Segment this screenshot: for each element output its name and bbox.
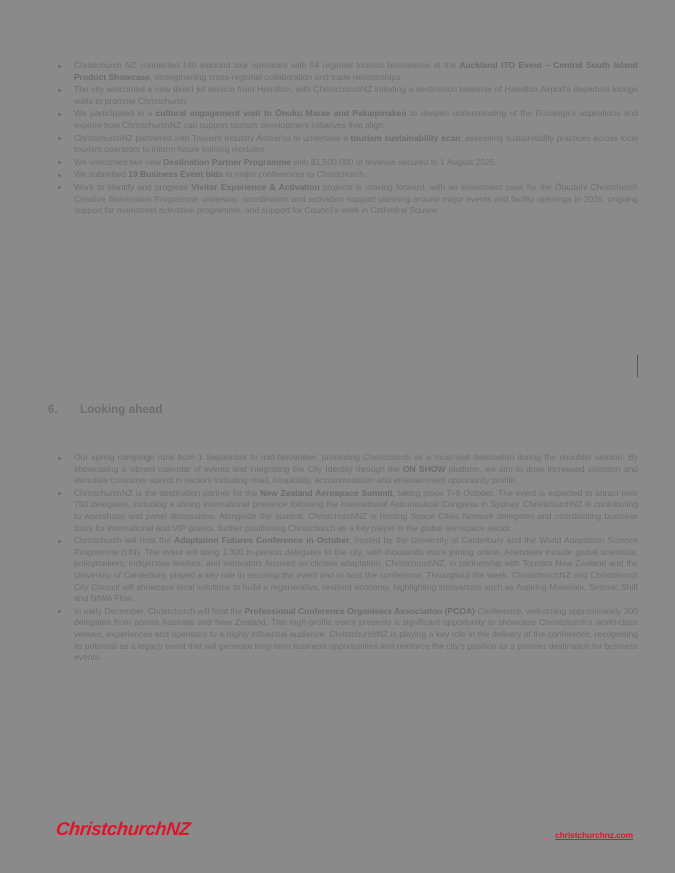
bullet-item — [48, 488, 638, 534]
bullet-emphasis: Professional Conference Organisers Association (PCOA) — [244, 605, 475, 616]
bullet-item — [48, 606, 638, 664]
bullet-emphasis: Destination Partner Programme — [163, 156, 292, 167]
text-cursor — [637, 355, 638, 377]
top-bullet-list — [48, 60, 638, 217]
section-title: Looking ahead — [80, 404, 163, 416]
section-heading-container — [48, 404, 638, 416]
bullet-text: ChristchurchNZ partnered with Tourism Industry Aotearoa to undertake a — [74, 132, 351, 143]
christchurchnz-logo: ChristchurchNZ — [54, 818, 192, 839]
bullet-text: to deepen understanding of the Rūnanga's aspirations and explore how ChristchurchNZ can support tourism development initiatives that align. — [74, 108, 638, 130]
bullet-item — [48, 133, 638, 156]
bullet-text: Our spring campaign runs from 1 September to mid-November, promoting Christchurch as a must-visit destination during the shoulder season. By showcasing a vibrant calendar of events and integrating the City Identity through the — [74, 452, 638, 474]
bullet-text: projects is moving forward, with an investment case for the Ōtautahi Christchurch Creative Illumination Programme underway, coordination and activation support planning around major events and facility openings in 2026, ongoing support for mainstreet activation programme, and support for Council's work in Cathedral Square. — [74, 181, 638, 216]
bullet-text: We welcomed two new — [74, 156, 164, 167]
bullet-text: Christchurch NZ connected 140 inbound tour operators with 54 regional tourism businesses at the — [74, 60, 460, 70]
footer-website-link[interactable]: christchurchnz.com — [555, 830, 633, 840]
bullet-emphasis: Visitor Experience & Activation — [191, 181, 320, 192]
bullet-text: , taking place 7–9 October. The event is expected to attract over 750 delegates, including a strong international presence following the International Astronautical Congress in Sydney. ChristchurchNZ is contributing to workshops and panel discussions. Alongside the summit, ChristchurchNZ is hosting Space Cities Network delegates and coordinating business tours for international and VIP guests, further positioning Christchurch as a key player in the global aerospace sector. — [74, 487, 638, 533]
bullet-emphasis: 19 Business Event bids — [128, 169, 224, 180]
section-number: 6. — [48, 404, 58, 416]
bullet-emphasis: Auckland ITO Event – Central South Island Product Showcase — [74, 60, 638, 82]
bullet-item — [48, 182, 638, 217]
bullet-item — [48, 535, 638, 605]
lower-bullet-list — [48, 452, 638, 664]
bullet-text: Conference, welcoming approximately 300 delegates from across Australia and New Zealand. This high-profile event presents a significant opportunity to showcase Christchurch's world-class venues, experiences and operators to a highly influential audience. ChristchurchNZ is playing a key role in the delivery of the conference, recognising its potential as a legacy event that will generate long-term business opportunities and reinforce the city's position as a premier destination for business events. — [74, 605, 638, 663]
lower-bullet-list-container — [48, 452, 638, 665]
bullet-text: The city welcomed a new direct jet service from Hamilton, with ChristchurchNZ initiating a destination takeover of Hamilton Airport's departure lounge walls to promote Christchurch. — [74, 84, 638, 106]
bullet-text: with $1,500,000 of revenue secured to 1 August 2025. — [291, 156, 497, 167]
bullet-emphasis: tourism sustainability scan — [350, 132, 461, 143]
bullet-item — [48, 452, 638, 487]
bullet-item — [48, 60, 638, 83]
top-bullet-list-container — [48, 60, 638, 218]
bullet-emphasis: Adaptation Futures Conference in October — [174, 535, 350, 546]
bullet-emphasis: ON SHOW — [402, 463, 446, 474]
bullet-text: , assessing sustainability practices across local tourism operators to inform future training modules. — [74, 132, 638, 155]
bullet-emphasis: cultural engagement visit to Ōnuku Marae and Pakaipinakeo — [155, 108, 407, 119]
bullet-item — [48, 169, 638, 181]
bullet-item — [48, 157, 638, 169]
bullet-text: ChristchurchNZ is the destination partner for the — [74, 487, 261, 498]
bullet-item — [48, 84, 638, 107]
bullet-text: Work to identify and progress — [74, 181, 192, 192]
bullet-text: , hosted by the University of Canterbury and the World Adaptation Science Programme (UN). The event will bring 1,300 in-person delegates to the city, with thousands more joining online. Attendees include global scientists, policymakers, indigenous leaders, and innovators focused on climate adaptation. ChristchurchNZ, in partnership with Tourism New Zealand and the University of Canterbury, played a key role in securing the event and to host the conference. Throughout the week, ChristchurchNZ and Christchurch City Council will showcase local solutions to build a regenerative, resilient economy, highlighting innovations such as Aspiring Materials, Seismic Shift and NIWA Flow. — [74, 535, 638, 604]
bullet-emphasis: New Zealand Aerospace Summit — [260, 487, 393, 498]
bullet-text: platform, we aim to drive increased visitation and stimulate consumer spend in sectors including retail, hospitality, accommodation and entertainment opportunity profile. — [74, 463, 638, 486]
bullet-text: Christchurch will host the — [74, 535, 175, 546]
bullet-text: In early December, Christchurch will host the — [74, 605, 245, 616]
bullet-text: , strengthening cross-regional collaboration and trade relationships. — [150, 71, 403, 82]
bullet-item — [48, 108, 638, 131]
bullet-text: We submitted — [74, 169, 129, 180]
bullet-text: We participated in a — [74, 108, 156, 119]
bullet-text: to major conferences to Christchurch. — [223, 169, 367, 180]
section-heading — [48, 404, 638, 416]
